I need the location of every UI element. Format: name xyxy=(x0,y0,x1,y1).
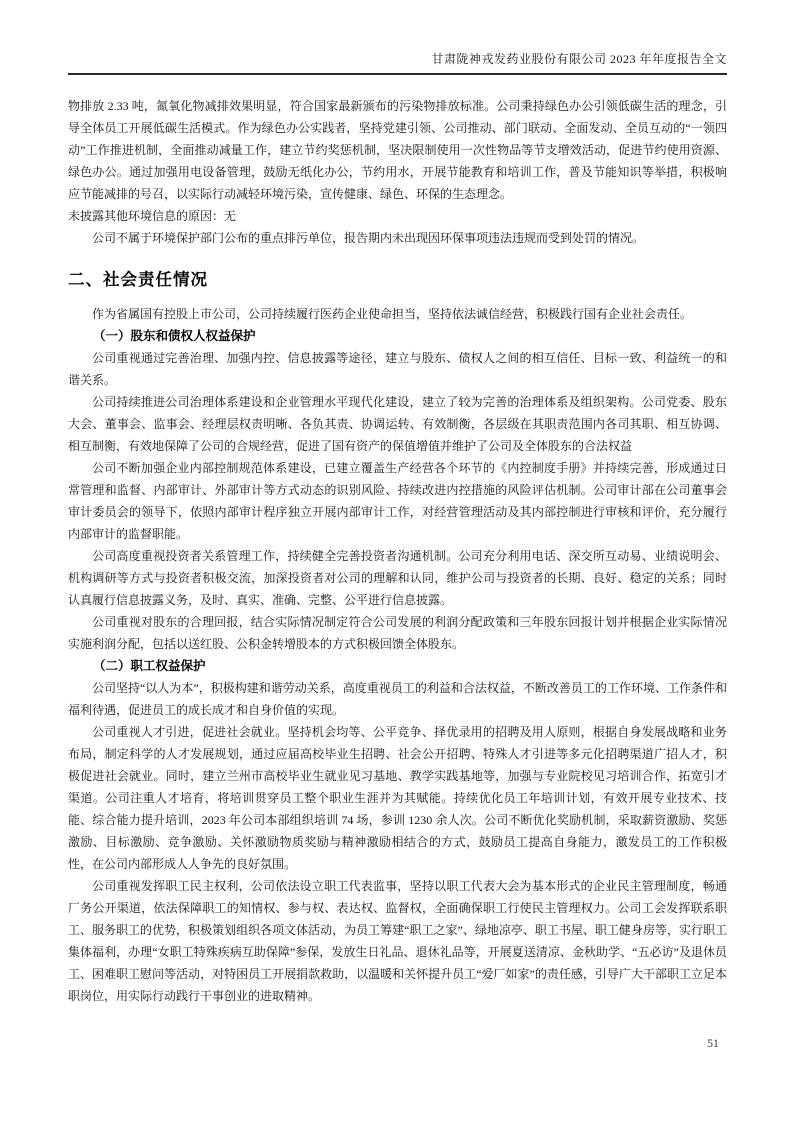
continuation-paragraph: 物排放 2.33 吨，氮氧化物减排效果明显，符合国家最新颁布的污染物排放标准。公司秉持绿色办公引领低碳生活的理念，引导全体员工开展低碳生活模式。作为绿色办公实践者，坚持党建引领、公司推动、部门联动、全面发动、全员互动的“一领四动”工作推进机制，全面推动减量工作，建立节约奖惩机制，坚决限制使用一次性物品等节支增效活动，促进节约使用资源、绿色办公。通过加强用电设备管理，鼓励无纸化办公，节约用水，开展节能教育和培训工作，普及节能知识等举措，积极响应节能减排的号召，以实际行动减轻环境污染，宣传健康、绿色、环保的生态理念。 xyxy=(68,99,727,201)
sub-heading-shareholder-creditor-protection: （一）股东和债权人权益保护 xyxy=(93,329,256,343)
section-heading-social-responsibility: 二、社会责任情况 xyxy=(68,271,208,289)
sub2-paragraph: 公司坚持“以人为本”，积极构建和谐劳动关系，高度重视员工的利益和合法权益，不断改善员工的工作环境、工作条件和福利待遇，促进员工的成长成才和自身价值的实现。 xyxy=(68,681,727,717)
page-number: 51 xyxy=(707,1036,719,1050)
sub1-paragraph: 公司重视通过完善治理、加强内控、信息披露等途径，建立与股东、债权人之间的相互信任、目标一致、利益统一的和谐关系。 xyxy=(68,351,727,387)
page-content xyxy=(68,50,727,1007)
section-intro-paragraph: 作为省属国有控股上市公司，公司持续履行医药企业使命担当，坚持依法诚信经营，积极践行国有企业社会责任。 xyxy=(92,307,693,321)
sub1-paragraph: 公司不断加强企业内部控制规范体系建设，已建立覆盖生产经营各个环节的《内控制度手册》并持续完善，形成通过日常管理和监督、内部审计、外部审计等方式动态的识别风险、持续改进内控措施的风险评估机制。公司审计部在公司董事会审计委员会的领导下，依照内部审计程序独立开展内部审计工作，对经营管理活动及其内部控制进行审核和评价，充分履行内部审计的监督职能。 xyxy=(68,461,727,541)
sub2-paragraph: 公司重视发挥职工民主权利，公司依法设立职工代表监事，坚持以职工代表大会为基本形式的企业民主管理制度，畅通厂务公开渠道，依法保障职工的知情权、参与权、表达权、监督权，全面确保职工行使民主管理权力。公司工会发挥联系职工、服务职工的优势，积极策划组织各项文体活动，为员工筹建“职工之家”、绿地凉亭、职工书屋、职工健身房等，实行职工集体福利，办理“女职工特殊疾病互助保障”参保，发放生日礼品、退休礼品等，开展夏送清凉、金秋助学、“五必访”及退休员工、困难职工慰问等活动，对特困员工开展捐款救助，以温暖和关怀提升员工“爱厂如家”的责任感，引导广大干部职工立足本职岗位，用实际行动践行干事创业的进取精神。 xyxy=(68,879,727,1003)
sub1-paragraph: 公司重视对股东的合理回报，结合实际情况制定符合公司发展的利润分配政策和三年股东回报计划并根据企业实际情况实施利润分配，包括以送红股、公积金转增股本的方式积极回馈全体股东。 xyxy=(68,615,727,651)
page-header-title: 甘肃陇神戎发药业股份有限公司 2023 年年度报告全文 xyxy=(431,52,727,66)
sub1-paragraph: 公司持续推进公司治理体系建设和企业管理水平现代化建设，建立了较为完善的治理体系及组织架构。公司党委、股东大会、董事会、监事会、经理层权责明晰、各负其责、协调运转、有效制衡，各层级在其职责范围内各司其职、相互协调、相互制衡，有效地保障了公司的合规经营，促进了国有资产的保值增值并维护了公司及全体股东的合法权益 xyxy=(68,395,727,453)
sub1-paragraph: 公司高度重视投资者关系管理工作，持续健全完善投资者沟通机制。公司充分利用电话、深交所互动易、业绩说明会、机构调研等方式与投资者积极交流，加深投资者对公司的理解和认同，维护公司与投资者的长期、良好、稳定的关系；同时认真履行信息披露义务，及时、真实、准确、完整、公平进行信息披露。 xyxy=(68,549,727,607)
env-disclosure-reason: 未披露其他环境信息的原因：无 xyxy=(68,209,237,223)
header-rule xyxy=(68,73,727,75)
sub2-paragraph: 公司重视人才引进，促进社会就业。坚持机会均等、公平竞争、择优录用的招聘及用人原则，根据自身发展战略和业务布局，制定科学的人才发展规划，通过应届高校毕业生招聘、社会公开招聘、特殊人才引进等多元化招聘渠道广招人才，积极促进社会就业。同时，建立兰州市高校毕业生就业见习基地、教学实践基地等，加强与专业院校见习培训合作，拓宽引才渠道。公司注重人才培育，将培训贯穿员工整个职业生涯并为其赋能。持续优化员工年培训计划，有效开展专业技术、技能、综合能力提升培训，2023 年公司本部组织培训 74 场，参训 1230 余人次。公司不断优化奖励机制，采取薪资激励、奖惩激励、目标激励、竞争激励、关怀激励物质奖励与精神激励相结合的方式，鼓励员工提高自身能力，激发员工的工作积极性，在公司内部形成人人争先的良好氛围。 xyxy=(68,725,727,871)
sub-heading-employee-rights-protection: （二）职工权益保护 xyxy=(93,659,206,673)
env-not-key-polluter: 公司不属于环境保护部门公布的重点排污单位，报告期内未出现因环保事项违法违规而受到处罚的情况。 xyxy=(92,231,645,245)
